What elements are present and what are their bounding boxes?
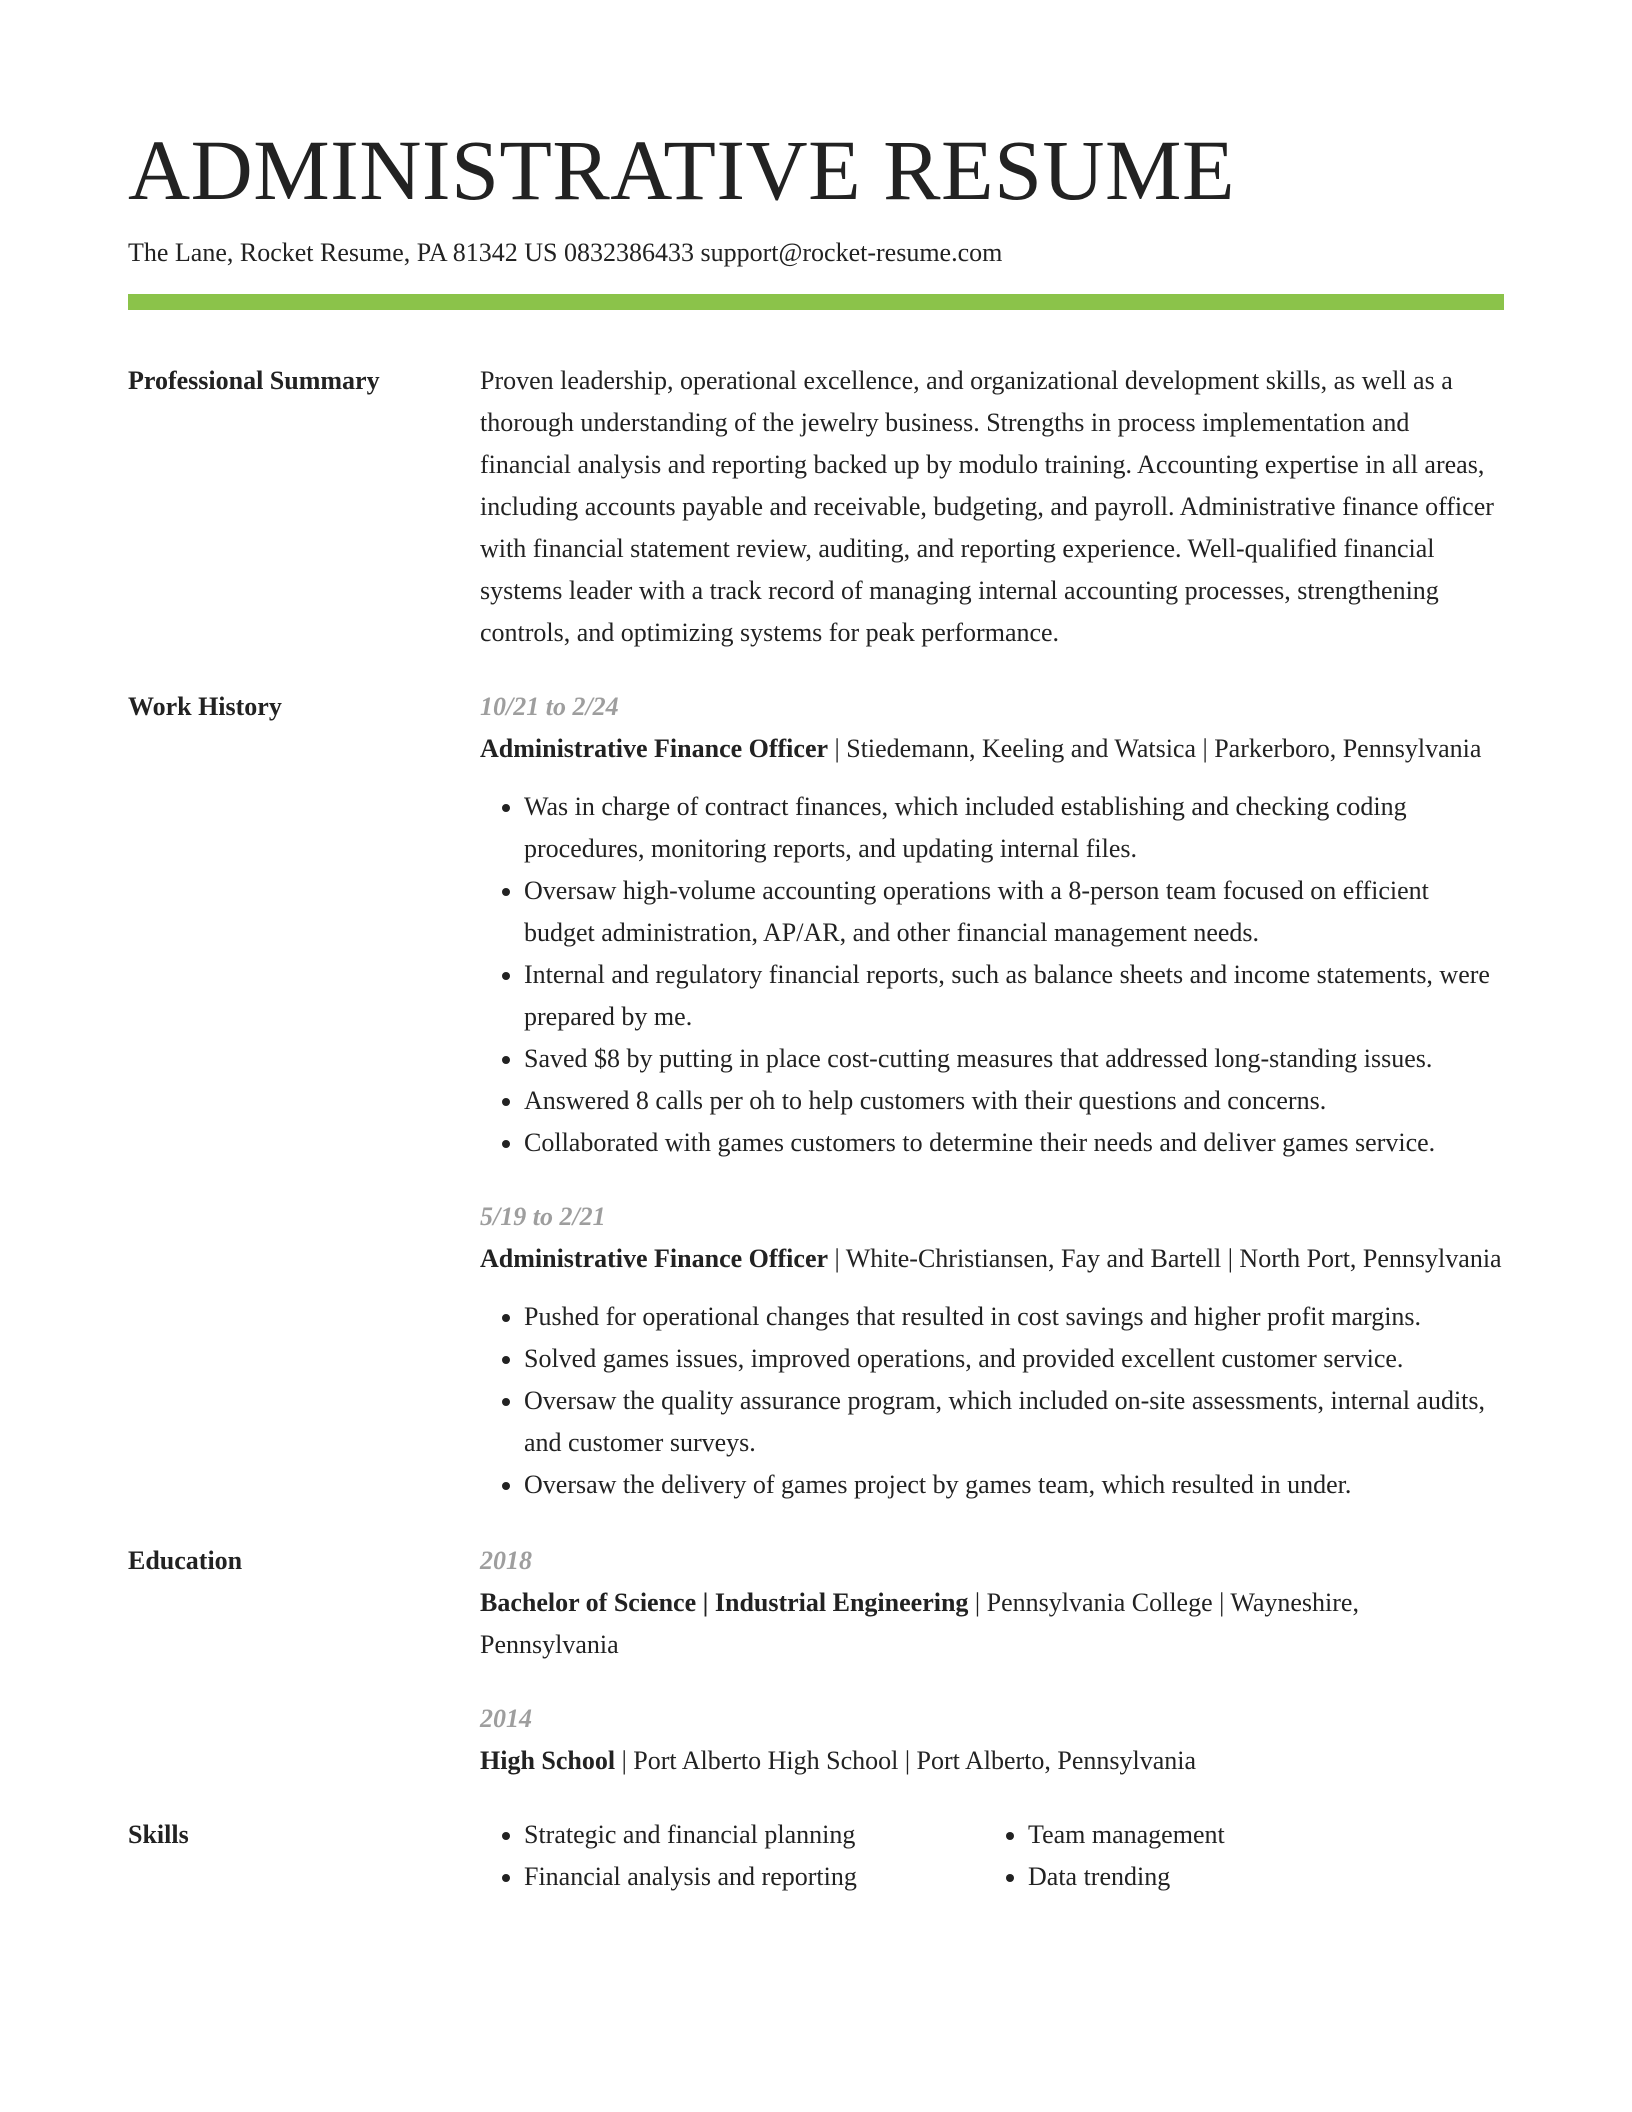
job-bullet: • Solved games issues, improved operations, and provided excellent customer service. [524,1338,1504,1380]
job-bullet: • Internal and regulatory financial reports, such as balance sheets and income statements, were prepared by me. [524,954,1504,1038]
job-bullet: • Pushed for operational changes that resulted in cost savings and higher profit margins. [524,1296,1504,1338]
education-body [480,1540,1504,1782]
job-bullet: • Saved $8 by putting in place cost-cutting measures that addressed long-standing issues. [524,1038,1504,1080]
accent-divider [128,294,1504,310]
summary-section [128,360,1504,654]
job-bullet: • Oversaw the delivery of games project by games team, which resulted in under. [524,1464,1504,1506]
summary-text: Proven leadership, operational excellence, and organizational development skills, as well as a thorough understanding of the jewelry business. Strengths in process implementation and financial analysis and reporting backed up by modulo training. Accounting expertise in all areas, including accounts payable and receivable, budgeting, and payroll. Administrative finance officer with financial statement review, auditing, and reporting experience. Well-qualified financial systems leader with a track record of managing internal accounting processes, strengthening controls, and optimizing systems for peak performance. [480,366,1494,647]
skill-item: • Data trending [1028,1856,1528,1898]
skill-item: • Team management [1028,1814,1528,1856]
job-entry [480,686,1504,1164]
job-employer-location: | Stiedemann, Keeling and Watsica | Parkerboro, Pennsylvania [828,734,1482,763]
summary-label: Professional Summary [128,366,380,395]
education-section [128,1540,1504,1782]
skill-item: • Financial analysis and reporting [524,1856,984,1898]
education-heading [480,1740,1504,1782]
education-year: 2014 [480,1704,532,1733]
skills-columns [480,1814,1528,1898]
skills-list-left [480,1814,984,1898]
education-entry [480,1540,1504,1666]
skills-label: Skills [128,1820,189,1849]
job-title: Administrative Finance Officer [480,1244,829,1273]
contact-line: The Lane, Rocket Resume, PA 81342 US 0832386433 support@rocket-resume.com [128,238,1003,267]
resume-title: ADMINISTRATIVE RESUME [128,122,1235,218]
job-title: Administrative Finance Officer [480,734,829,763]
skills-section [128,1814,1504,1898]
skill-item: • Strategic and financial planning [524,1814,984,1856]
resume-page [128,0,1504,1898]
work-history-label: Work History [128,692,282,721]
job-employer-location: | White-Christiansen, Fay and Bartell | North Port, Pennsylvania [828,1244,1502,1273]
education-degree: Bachelor of Science | Industrial Engineering [480,1588,969,1617]
job-bullet-list [480,1296,1504,1506]
work-history-section [128,686,1504,1506]
education-degree: High School [480,1746,616,1775]
job-dates: 5/19 to 2/21 [480,1202,606,1231]
education-entry [480,1698,1504,1782]
education-school-location: | Port Alberto High School | Port Alberto, Pennsylvania [615,1746,1197,1775]
job-bullet: • Oversaw the quality assurance program, which included on-site assessments, internal audits, and customer surveys. [524,1380,1504,1464]
job-heading [480,1238,1504,1280]
work-history-body [480,686,1504,1506]
job-bullet: • Oversaw high-volume accounting operations with a 8-person team focused on efficient budget administration, AP/AR, and other financial management needs. [524,870,1504,954]
job-bullet: • Was in charge of contract finances, which included establishing and checking coding procedures, monitoring reports, and updating internal files. [524,786,1504,870]
education-label: Education [128,1546,243,1575]
skills-body [480,1814,1528,1898]
job-bullet-list [480,786,1504,1164]
education-year: 2018 [480,1546,532,1575]
job-entry [480,1196,1504,1506]
skills-list-right [984,1814,1528,1898]
job-heading [480,728,1504,770]
job-bullet: • Answered 8 calls per oh to help customers with their questions and concerns. [524,1080,1504,1122]
education-school-location: | Pennsylvania College | Wayneshire, Pennsylvania [480,1588,1359,1659]
job-bullet: • Collaborated with games customers to determine their needs and deliver games service. [524,1122,1504,1164]
education-heading [480,1582,1504,1666]
job-dates: 10/21 to 2/24 [480,692,619,721]
